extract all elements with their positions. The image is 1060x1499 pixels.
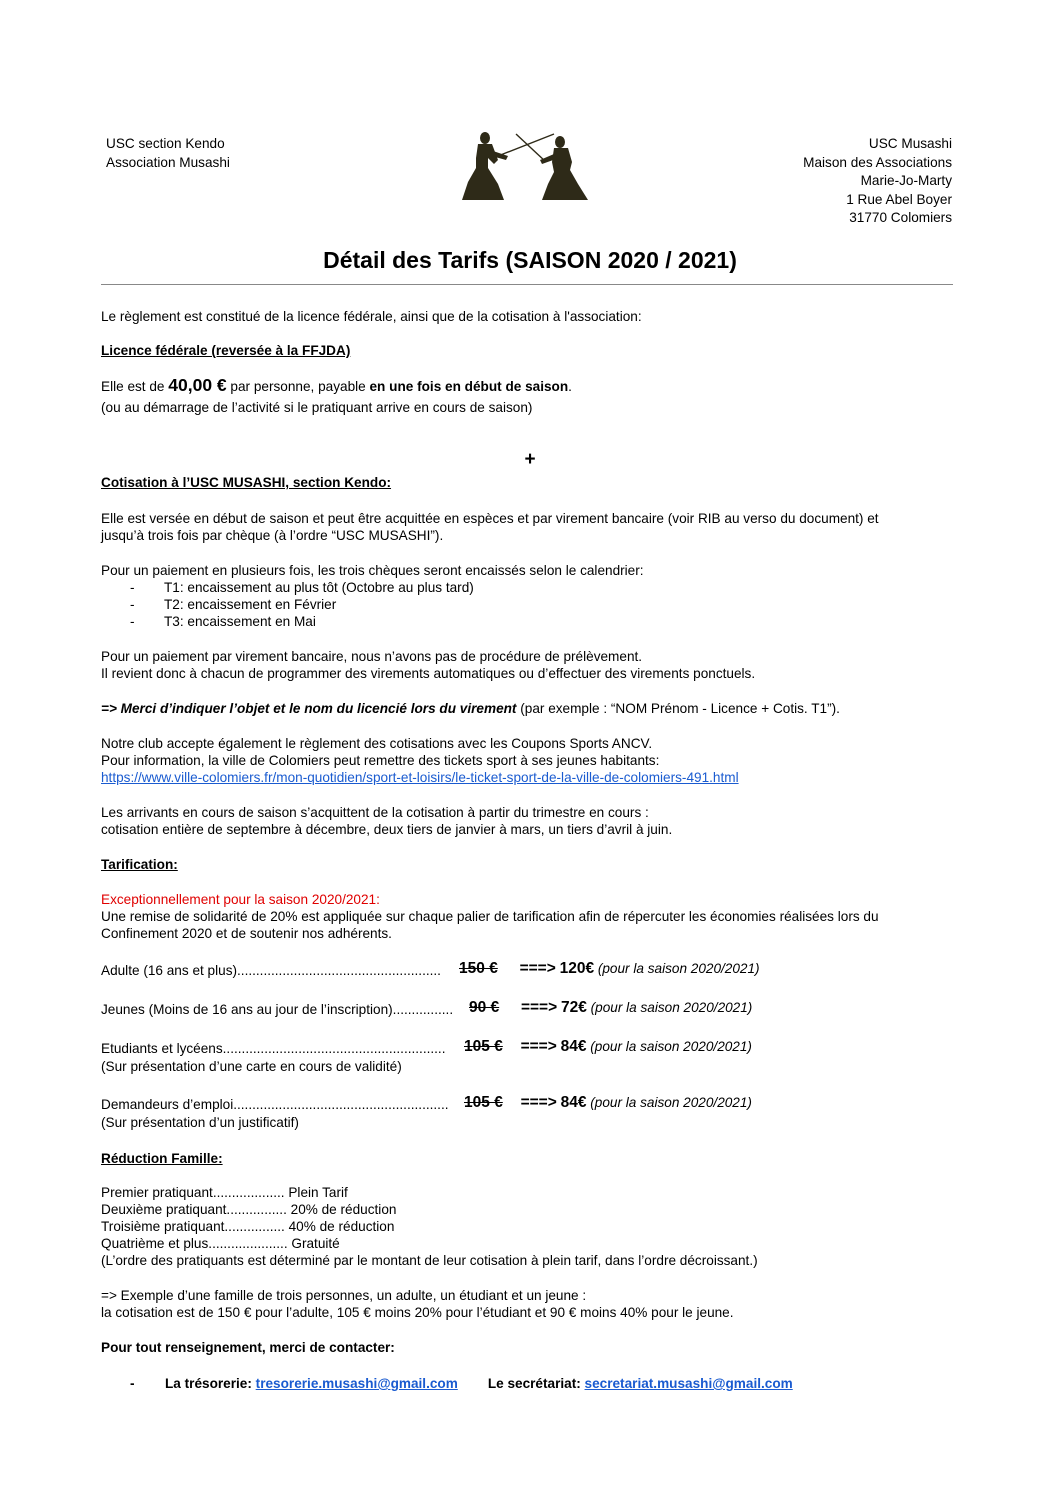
- licence-amount: 40,00 €: [168, 375, 227, 395]
- header-right-line: Maison des Associations: [803, 154, 952, 170]
- kendo-logo: [458, 126, 596, 204]
- header-right-line: Marie-Jo-Marty: [860, 173, 952, 188]
- tarification-heading: Tarification:: [101, 857, 178, 872]
- cotisation-p4-l2: Pour information, la ville de Colomiers peut remettre des tickets sport à ses jeunes habitants:: [101, 753, 660, 768]
- tarif-arrow: ===>: [520, 999, 558, 1016]
- intro-text: Le règlement est constitué de la licence fédérale, ainsi que de la cotisation à l'association:: [101, 309, 642, 324]
- tarif-label: Adulte (16 ans et plus)......................................................: [101, 963, 441, 978]
- header-right-line: 1 Rue Abel Boyer: [846, 191, 952, 207]
- licence-payment-terms: en une fois en début de saison: [369, 379, 569, 394]
- tarif-arrow: ===>: [520, 1038, 557, 1055]
- tarif-row-demandeurs: [464, 1094, 752, 1111]
- exception-notice: Exceptionnellement pour la saison 2020/2021:: [101, 892, 380, 907]
- cotisation-p4-l1: Notre club accepte également le règlement des cotisations avec les Coupons Sports ANCV.: [101, 736, 653, 751]
- licence-heading: Licence fédérale (reversée à la FFJDA): [101, 343, 351, 358]
- tarif-new-price: 84€: [560, 1038, 587, 1055]
- schedule-item: [130, 596, 336, 613]
- ticket-sport-link[interactable]: https://www.ville-colomiers.fr/mon-quotidien/sport-et-loisirs/le-ticket-sport-de-la-ville-de-colomiers-491.html: [101, 770, 739, 785]
- famille-line: (L’ordre des pratiquants est déterminé par le montant de leur cotisation à plein tarif, dans l’ordre décroissant.): [101, 1253, 758, 1268]
- tarif-new-price: 72€: [560, 999, 587, 1016]
- tarif-new-price: 120€: [559, 960, 595, 977]
- contact-line: [130, 1375, 793, 1392]
- schedule-text: T2: encaissement en Février: [164, 597, 337, 612]
- list-dash: -: [130, 1376, 135, 1391]
- remise-l1: Une remise de solidarité de 20% est appliquée sur chaque palier de tarification afin de répercuter les économies réalisées lors du: [101, 909, 879, 924]
- secr-email-link[interactable]: secretariat.musashi@gmail.com: [584, 1376, 793, 1391]
- tarif-old-price: 105 €: [464, 1038, 503, 1055]
- transfer-note: [101, 700, 840, 717]
- cotisation-p3-l2: Il revient donc à chacun de programmer des virements automatiques ou d’effectuer des virements ponctuels.: [101, 666, 756, 681]
- tarif-old-price: 150 €: [459, 960, 498, 977]
- secr-label: Le secrétariat:: [487, 1376, 585, 1391]
- tarif-season-note: (pour la saison 2020/2021): [590, 1095, 752, 1110]
- tarif-sub: (Sur présentation d’un justificatif): [101, 1115, 299, 1130]
- cotisation-p1-l1: Elle est versée en début de saison et peut être acquittée en espèces et par virement bancaire (voir RIB au verso du document) et: [101, 511, 879, 526]
- header-left-line: USC section Kendo: [106, 136, 225, 151]
- cotisation-p5-l2: cotisation entière de septembre à décembre, deux tiers de janvier à mars, un tiers d’avril à juin.: [101, 822, 673, 837]
- list-dash: -: [130, 580, 135, 595]
- schedule-item: [130, 613, 316, 630]
- cotisation-p5-l1: Les arrivants en cours de saison s’acquittent de la cotisation à partir du trimestre en cours :: [101, 805, 649, 820]
- tarif-season-note: (pour la saison 2020/2021): [590, 1039, 752, 1054]
- list-dash: -: [130, 597, 135, 612]
- famille-example-l2: la cotisation est de 150 € pour l’adulte, 105 € moins 20% pour l’étudiant et 90 € moins 40% pour le jeune.: [101, 1305, 734, 1320]
- plus-sign: +: [524, 449, 536, 470]
- licence-text: .: [568, 379, 572, 394]
- transfer-note-bold: => Merci d’indiquer l’objet et le nom du licencié lors du virement: [101, 701, 517, 716]
- cotisation-p2: Pour un paiement en plusieurs fois, les trois chèques seront encaissés selon le calendrier:: [101, 563, 644, 578]
- famille-line: Troisième pratiquant................ 40% de réduction: [101, 1219, 395, 1234]
- header-right: [803, 135, 952, 228]
- tarif-sub: (Sur présentation d’une carte en cours de validité): [101, 1059, 402, 1074]
- tarif-label: Demandeurs d’emploi.........................................................: [101, 1097, 449, 1112]
- treso-email-link[interactable]: tresorerie.musashi@gmail.com: [255, 1376, 458, 1391]
- licence-text: par personne, payable: [226, 379, 370, 394]
- remise-l2: Confinement 2020 et de soutenir nos adhérents.: [101, 926, 392, 941]
- famille-line: Deuxième pratiquant................ 20% de réduction: [101, 1202, 397, 1217]
- list-dash: -: [130, 614, 135, 629]
- famille-heading: Réduction Famille:: [101, 1151, 223, 1166]
- tarif-season-note: (pour la saison 2020/2021): [590, 1000, 753, 1015]
- title-divider: [101, 284, 953, 285]
- header-right-line: 31770 Colomiers: [849, 210, 952, 225]
- tarif-old-price: 90 €: [469, 999, 500, 1016]
- tarif-arrow: ===>: [520, 1094, 557, 1111]
- ticket-sport-link-wrap: [101, 769, 739, 786]
- famille-line: Premier pratiquant................... Plein Tarif: [101, 1185, 348, 1200]
- transfer-note-example: (par exemple : “NOM Prénom - Licence + Cotis. T1”).: [516, 701, 840, 716]
- treso-label: La trésorerie:: [165, 1376, 256, 1391]
- header-left: [106, 135, 230, 172]
- schedule-text: T1: encaissement au plus tôt (Octobre au plus tard): [164, 580, 474, 595]
- tarif-row-etudiants: [464, 1038, 752, 1055]
- tarif-new-price: 84€: [560, 1094, 587, 1111]
- tarif-label: Etudiants et lycéens...........................................................: [101, 1041, 446, 1056]
- schedule-text: T3: encaissement en Mai: [164, 614, 316, 629]
- tarif-old-price: 105 €: [464, 1094, 503, 1111]
- page-title: Détail des Tarifs (SAISON 2020 / 2021): [323, 247, 737, 273]
- header-left-line: Association Musashi: [106, 154, 230, 170]
- famille-line: Quatrième et plus..................... Gratuité: [101, 1236, 340, 1251]
- tarif-row-jeunes: [469, 999, 752, 1016]
- licence-text: Elle est de: [101, 379, 169, 394]
- kendo-fighters-icon: [458, 126, 596, 204]
- schedule-item: [130, 579, 474, 596]
- licence-line-1: [101, 377, 572, 395]
- cotisation-heading: Cotisation à l’USC MUSASHI, section Kendo:: [101, 475, 392, 490]
- licence-line-2: (ou au démarrage de l’activité si le pratiquant arrive en cours de saison): [101, 400, 533, 415]
- cotisation-p1-l2: jusqu’à trois fois par chèque (à l’ordre “USC MUSASHI”).: [101, 528, 444, 543]
- tarif-arrow: ===>: [519, 960, 556, 977]
- cotisation-p3-l1: Pour un paiement par virement bancaire, nous n’avons pas de procédure de prélèvement.: [101, 649, 643, 664]
- tarif-row-adulte: [459, 960, 760, 977]
- contact-heading: Pour tout renseignement, merci de contacter:: [101, 1340, 395, 1355]
- tarif-label: Jeunes (Moins de 16 ans au jour de l’inscription)................: [101, 1002, 454, 1017]
- famille-example-l1: => Exemple d’une famille de trois personnes, un adulte, un étudiant et un jeune :: [101, 1288, 587, 1303]
- tarif-season-note: (pour la saison 2020/2021): [597, 961, 760, 976]
- header-right-line: USC Musashi: [868, 136, 952, 151]
